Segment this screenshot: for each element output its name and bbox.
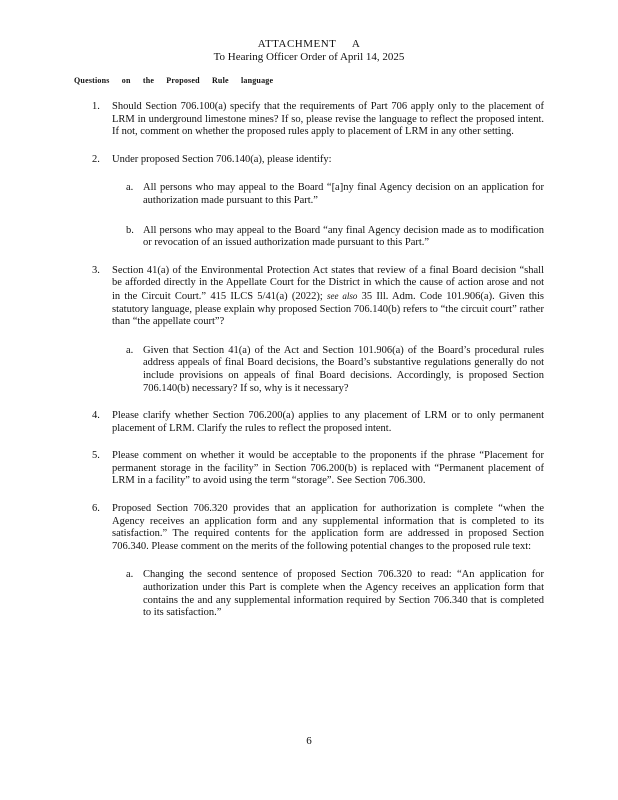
question-2 xyxy=(92,154,544,250)
sub-question-letter: a. xyxy=(126,182,134,194)
sub-question-letter: a. xyxy=(126,569,134,581)
questions-heading: Questions on the Proposed Rule language xyxy=(74,76,274,85)
question-number: 3. xyxy=(92,264,100,276)
header xyxy=(0,38,618,64)
attachment-title: ATTACHMENT A xyxy=(257,38,361,50)
question-6 xyxy=(92,503,544,620)
page-number: 6 xyxy=(306,735,312,747)
sub-question-3a xyxy=(112,345,544,395)
question-1 xyxy=(92,101,544,139)
sub-question-2b xyxy=(112,225,544,250)
sub-question-letter: a. xyxy=(126,344,134,356)
question-5 xyxy=(92,450,544,488)
question-number: 1. xyxy=(92,101,100,112)
question-text: Please clarify whether Section 706.200(a) applies to any placement of LRM or to only permanent placement of LRM. Clarify the rules to reflect the proposed intent. xyxy=(112,410,544,434)
question-number: 6. xyxy=(92,503,100,515)
questions-list xyxy=(92,101,544,635)
question-3 xyxy=(92,265,544,395)
question-text-part-a: Section 41(a) of the Environmental Protection Act states that review of a final Board decision “shall be afforded directly in the Appellate Court for the District in which the cause of action arose and not in the Circuit Court.” 415 ILCS 5/41(a) (2022); xyxy=(112,264,544,302)
sub-question-text: All persons who may appeal to the Board “[a]ny final Agency decision on an application for authorization made pursuant to this Part.” xyxy=(143,182,544,206)
sub-question-text: Given that Section 41(a) of the Act and Section 101.906(a) of the Board’s procedural rules address appeals of final Board decisions, the Board’s substantive regulations generally do not include provisions on appeals of final Board decisions. Accordingly, is proposed Section 706.140(b) necessary? If so, why is it necessary? xyxy=(143,344,544,394)
attachment-subtitle: To Hearing Officer Order of April 14, 2025 xyxy=(213,51,405,63)
question-text-part-b: 35 Ill. Adm. Code 101.906(a). Given this statutory language, please explain why proposed Section 706.140(b) refers to “the circuit court” rather than “the appellate court”? xyxy=(112,290,545,328)
question-number: 5. xyxy=(92,450,100,462)
sub-question-letter: b. xyxy=(126,224,134,236)
sub-question-2a xyxy=(112,182,544,207)
question-4 xyxy=(92,410,544,435)
question-text xyxy=(112,265,544,329)
question-text: Please comment on whether it would be acceptable to the proponents if the phrase “Placement for permanent storage in the facility” in Section 706.200(b) is replaced with “Permanent placement of LRM in a facility” to avoid using the term “storage”. See Section 706.300. xyxy=(112,450,544,487)
question-number: 4. xyxy=(92,410,100,422)
question-text: Proposed Section 706.320 provides that an application for authorization is complete “when the Agency receives an application form and any supplemental information that is completed to its satisfaction.” The required contents for the application form are addressed in proposed Section 706.340. Please comment on the merits of the following potential changes to the proposed rule text: xyxy=(112,503,544,552)
sub-question-6a xyxy=(112,569,544,619)
sub-question-text: All persons who may appeal to the Board “any final Agency decision made as to modification or revocation of an issued authorization made pursuant to this Part.” xyxy=(143,224,544,249)
see-also-signal: see also xyxy=(327,290,358,301)
sub-question-text: Changing the second sentence of proposed Section 706.320 to read: “An application for authorization under this Part is complete when the Agency receives an application form that contains the and any supplemental information required by Section 706.340 that is completed to its satisfaction.” xyxy=(143,569,544,619)
question-number: 2. xyxy=(92,153,100,165)
question-text: Should Section 706.100(a) specify that the requirements of Part 706 apply only to the placement of LRM in underground limestone mines? If so, please revise the language to reflect the proposed intent. If not, comment on whether the proposed rules apply to placement of LRM in any other setting. xyxy=(112,101,544,138)
question-text: Under proposed Section 706.140(a), please identify: xyxy=(112,153,332,165)
